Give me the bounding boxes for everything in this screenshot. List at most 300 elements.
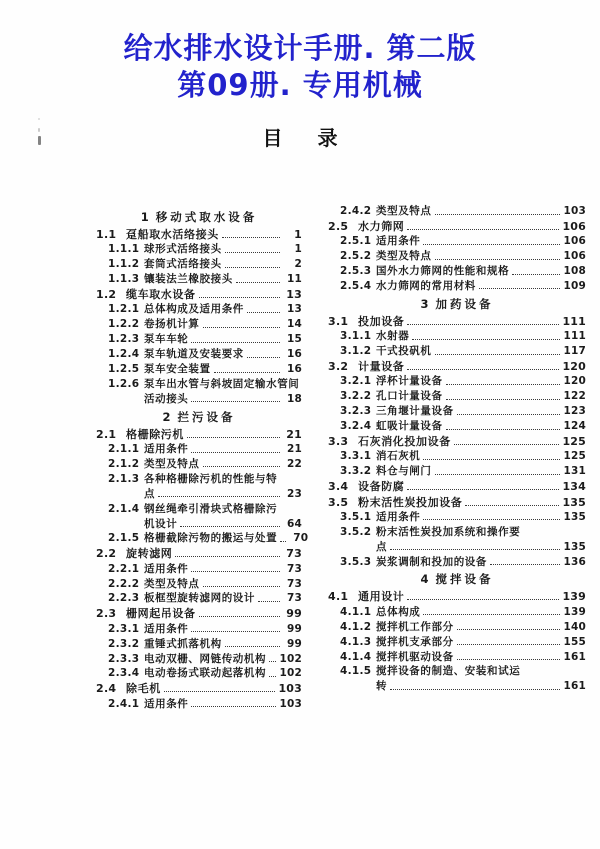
toc-leader-dots (435, 209, 561, 215)
toc-leader-dots (199, 611, 280, 617)
toc-leader-dots (247, 352, 280, 358)
toc-entry[interactable] (108, 459, 302, 470)
toc-entry-page-number: 135 (563, 540, 586, 553)
toc-leader-dots (423, 514, 560, 520)
toc-entry[interactable] (328, 591, 586, 602)
toc-entry-number: 2.1.1 (108, 443, 140, 456)
toc-entry-title: 搅拌机支承部分 (376, 635, 454, 648)
toc-entry-page-number: 18 (286, 392, 302, 405)
toc-entry-number: 3.3.1 (340, 450, 372, 463)
toc-entry-page-number: 15 (286, 333, 302, 346)
toc-part-number: 3 (420, 296, 429, 311)
toc-leader-dots (191, 447, 280, 453)
toc-entry-number: 2.2.3 (108, 592, 140, 605)
toc-entry-page-number: 73 (286, 547, 302, 561)
toc-entry[interactable] (108, 319, 302, 330)
toc-entry-title: 除毛机 (126, 682, 161, 696)
toc-entry-title: 适用条件 (144, 443, 189, 456)
toc-entry-title: 球形式活络接头 (144, 243, 222, 256)
toc-entry[interactable] (340, 466, 586, 477)
toc-entry[interactable] (340, 206, 586, 217)
toc-entry-title: 电动双栅、网链传动机构 (144, 652, 267, 665)
toc-leader-dots (203, 322, 281, 328)
toc-entry-page-number: 111 (562, 314, 586, 328)
toc-entry-title: 重锤式抓落机构 (144, 637, 222, 650)
toc-entry-title: 石灰消化投加设备 (358, 434, 451, 448)
toc-leader-dots (222, 232, 280, 238)
toc-entry[interactable] (328, 221, 586, 232)
toc-leader-dots (423, 609, 560, 615)
toc-entry-number: 1.2.2 (108, 318, 140, 331)
toc-part-number: 1 (140, 210, 149, 224)
toc-entry[interactable] (340, 607, 586, 618)
toc-entry-number: 1.1.1 (108, 243, 140, 256)
toc-entry-title: 适用条件 (144, 622, 189, 635)
toc-entry[interactable] (340, 527, 586, 538)
toc-entry-page-number: 161 (563, 680, 586, 693)
toc-heading: 目 录 (262, 126, 352, 151)
toc-entry-title: 泵车出水管与斜坡固定输水管间 (144, 377, 300, 390)
toc-leader-dots (412, 334, 560, 340)
toc-entry-number: 2.3.3 (108, 652, 140, 665)
toc-entry-title: 设备防腐 (358, 480, 405, 494)
toc-entry-page-number: 99 (286, 637, 302, 650)
toc-entry-continuation[interactable] (108, 489, 302, 500)
toc-entry[interactable] (108, 668, 302, 679)
toc-entry-title: 趸船取水活络接头 (126, 228, 219, 241)
toc-entry[interactable] (96, 229, 302, 240)
toc-entry-title: 活动接头 (144, 392, 189, 405)
toc-entry-number: 2.5 (328, 219, 349, 233)
toc-entry-number: 4.1.1 (340, 605, 372, 618)
toc-entry-title: 转 (376, 680, 388, 693)
toc-leader-dots (390, 544, 560, 550)
toc-entry[interactable] (328, 316, 586, 327)
toc-entry-number: 4.1.2 (340, 620, 372, 633)
toc-entry-title: 类型及特点 (376, 205, 432, 217)
toc-entry-title: 三角堰计量设备 (376, 405, 454, 418)
toc-entry-title: 粉末活性炭投加系统和操作要 (376, 525, 521, 538)
toc-entry[interactable] (96, 429, 302, 440)
toc-leader-dots (269, 656, 276, 662)
toc-entry[interactable] (340, 406, 586, 417)
toc-entry[interactable] (340, 391, 586, 402)
toc-entry-number: 2.4.1 (108, 697, 140, 710)
toc-entry-title: 卷扬机计算 (144, 318, 200, 331)
toc-entry-title: 类型及特点 (376, 250, 432, 263)
toc-entry-number: 3.1.1 (340, 330, 372, 343)
toc-entry-title: 适用条件 (144, 697, 189, 710)
toc-leader-dots (203, 461, 281, 467)
toc-leader-dots (203, 581, 281, 587)
toc-leader-dots (407, 319, 559, 325)
toc-entry-title: 计量设备 (358, 360, 405, 374)
toc-entry-title: 投加设备 (358, 314, 405, 328)
toc-entry[interactable] (340, 251, 586, 262)
toc-leader-dots (446, 424, 561, 430)
toc-entry-page-number: 2 (294, 258, 302, 271)
toc-leader-dots (465, 500, 559, 506)
toc-entry-number: 2.5.3 (340, 265, 372, 278)
toc-leader-dots (191, 337, 280, 343)
toc-entry[interactable] (340, 331, 586, 342)
toc-entry-page-number: 155 (563, 635, 586, 648)
toc-entry-number: 3.2 (328, 360, 349, 374)
scan-artifact-speck (38, 118, 40, 120)
toc-entry[interactable] (328, 436, 586, 447)
toc-entry-continuation[interactable] (340, 681, 586, 692)
toc-entry-page-number: 106 (563, 235, 586, 248)
toc-leader-dots (280, 536, 286, 542)
toc-entry-number: 2.5.1 (340, 235, 372, 248)
scan-artifact-speck (38, 128, 40, 132)
toc-entry-number: 3.2.2 (340, 390, 372, 403)
toc-entry[interactable] (96, 608, 302, 619)
toc-entry-title: 国外水力筛网的性能和规格 (376, 265, 510, 278)
toc-leader-dots (247, 307, 280, 313)
toc-part-number: 2 (162, 409, 171, 424)
toc-entry-page-number: 117 (563, 345, 586, 358)
toc-leader-dots (258, 596, 280, 602)
toc-entry-page-number: 125 (563, 450, 586, 463)
toc-entry-title: 套筒式活络接头 (144, 258, 222, 271)
toc-entry-page-number: 103 (279, 697, 302, 710)
toc-entry-title: 机设计 (144, 517, 178, 530)
toc-leader-dots (457, 624, 561, 630)
toc-entry-page-number: 103 (563, 205, 586, 217)
toc-entry-page-number: 140 (563, 620, 586, 633)
toc-entry-number: 2.3.1 (108, 622, 140, 635)
toc-leader-dots (457, 409, 561, 415)
toc-leader-dots (523, 670, 564, 675)
toc-entry-title: 总体构成及适用条件 (144, 303, 244, 316)
toc-entry-number: 2.1 (96, 427, 117, 441)
toc-entry-page-number: 70 (293, 532, 309, 545)
toc-entry-page-number: 106 (563, 250, 586, 263)
toc-entry-number: 2.2.2 (108, 577, 140, 590)
toc-entry[interactable] (340, 346, 586, 357)
toc-leader-dots (191, 626, 280, 632)
toc-part-title: 拦污设备 (177, 409, 236, 424)
toc-entry[interactable] (340, 652, 586, 663)
toc-entry-number: 1.1.3 (108, 273, 140, 286)
toc-entry-title: 通用设计 (358, 590, 405, 604)
toc-entry-number: 3.2.3 (340, 405, 372, 418)
toc-leader-dots (423, 239, 560, 245)
toc-entry[interactable] (340, 637, 586, 648)
toc-entry[interactable] (108, 699, 302, 710)
toc-entry-number: 3.3 (328, 434, 349, 448)
toc-entry[interactable] (108, 532, 309, 545)
toc-entry[interactable] (108, 593, 302, 604)
toc-entry-number: 3.2.1 (340, 375, 372, 388)
toc-entry[interactable] (108, 504, 302, 515)
toc-entry-page-number: 99 (286, 607, 302, 621)
toc-entry-number: 1.2.4 (108, 348, 140, 361)
toc-entry-number: 2.2.1 (108, 562, 140, 575)
toc-entry[interactable] (108, 304, 302, 315)
toc-part-number: 4 (420, 572, 429, 587)
toc-entry-title: 泵车车轮 (144, 333, 189, 346)
toc-leader-dots (454, 439, 560, 445)
toc-leader-dots (199, 292, 280, 298)
toc-entry-number: 2.5.4 (340, 279, 372, 292)
toc-entry[interactable] (108, 564, 302, 575)
toc-entry[interactable] (108, 474, 302, 485)
toc-entry-page-number: 134 (562, 480, 586, 494)
toc-leader-dots (512, 269, 560, 275)
toc-entry-number: 3.1.2 (340, 345, 372, 358)
toc-entry-number: 1.2 (96, 288, 117, 302)
toc-entry-number: 2.3.2 (108, 637, 140, 650)
toc-entry[interactable] (108, 349, 302, 360)
toc-entry-page-number: 131 (563, 465, 586, 478)
toc-entry-page-number: 1 (294, 228, 302, 241)
toc-entry[interactable] (96, 289, 302, 300)
book-title-line-2: 第09册. 专用机械 (177, 68, 423, 103)
toc-leader-dots (158, 491, 280, 497)
toc-leader-dots (280, 507, 286, 512)
toc-entry[interactable] (108, 639, 302, 650)
toc-entry-page-number: 135 (563, 510, 586, 523)
toc-part-heading (328, 571, 586, 587)
toc-entry-page-number: 99 (286, 622, 302, 635)
toc-leader-dots (446, 379, 561, 385)
toc-entry[interactable] (340, 236, 586, 247)
toc-leader-dots (523, 530, 564, 535)
toc-entry-title: 镶装法兰橡胶接头 (144, 273, 233, 286)
toc-entry[interactable] (340, 421, 586, 432)
toc-entry-title: 泵车安全装置 (144, 363, 211, 376)
toc-entry[interactable] (96, 683, 302, 694)
toc-columns (0, 206, 600, 714)
toc-entry-number: 1.1 (96, 228, 117, 241)
toc-entry[interactable] (108, 334, 302, 345)
toc-entry-page-number: 102 (279, 667, 302, 680)
toc-leader-dots (435, 349, 561, 355)
toc-entry[interactable] (340, 451, 586, 462)
toc-entry-page-number: 109 (563, 279, 586, 292)
toc-leader-dots (191, 396, 280, 402)
toc-entry-title: 格栅除污机 (126, 427, 184, 441)
toc-entry-page-number: 111 (563, 330, 586, 343)
toc-leader-dots (435, 254, 561, 260)
toc-entry-page-number: 123 (563, 405, 586, 418)
toc-leader-dots (187, 432, 280, 438)
toc-entry[interactable] (108, 379, 302, 390)
toc-entry-page-number: 21 (286, 443, 302, 456)
toc-entry-number: 3.1 (328, 314, 349, 328)
toc-entry-title: 炭浆调制和投加的设备 (376, 555, 487, 568)
book-title-line-1: 给水排水设计手册. 第二版 (123, 31, 477, 65)
toc-entry-title: 点 (376, 540, 388, 553)
toc-entry-number: 2.3.4 (108, 667, 140, 680)
toc-entry-title: 适用条件 (376, 235, 421, 248)
toc-entry-page-number: 73 (286, 592, 302, 605)
toc-entry-title: 泵车轨道及安装要求 (144, 348, 244, 361)
toc-entry-title: 点 (144, 487, 156, 500)
toc-entry-number: 4.1.5 (340, 665, 372, 678)
toc-part-heading (96, 209, 302, 225)
toc-entry-number: 2.1.5 (108, 532, 140, 545)
toc-entry-number: 3.5.1 (340, 510, 372, 523)
toc-entry-title: 板框型旋转滤网的设计 (144, 592, 255, 605)
toc-entry-page-number: 22 (286, 457, 302, 470)
toc-entry[interactable] (340, 376, 586, 387)
toc-entry-title: 水力筛网的常用材料 (376, 279, 476, 292)
toc-entry-page-number: 136 (563, 555, 586, 568)
toc-leader-dots (225, 262, 280, 268)
toc-entry-page-number: 64 (286, 517, 302, 530)
toc-entry-number: 2.3 (96, 607, 117, 621)
toc-column-right (318, 206, 586, 714)
toc-entry-title: 钢丝绳牵引滑块式格栅除污 (144, 502, 278, 515)
toc-leader-dots (457, 654, 561, 660)
toc-entry-title: 总体构成 (376, 605, 421, 618)
toc-entry-number: 2.1.2 (108, 457, 140, 470)
toc-part-heading (96, 409, 302, 425)
toc-entry[interactable] (328, 361, 586, 372)
toc-entry-title: 栅网起吊设备 (126, 607, 196, 621)
toc-entry-page-number: 124 (563, 420, 586, 433)
toc-entry[interactable] (340, 266, 586, 277)
toc-entry-page-number: 13 (286, 288, 302, 302)
toc-column-left (18, 206, 309, 714)
toc-leader-dots (175, 551, 280, 557)
toc-leader-dots (280, 477, 286, 482)
toc-entry-page-number: 139 (563, 605, 586, 618)
toc-entry[interactable] (340, 557, 586, 568)
toc-entry-title: 孔口计量设备 (376, 390, 443, 403)
toc-entry-page-number: 1 (294, 243, 302, 256)
toc-leader-dots (236, 277, 280, 283)
toc-entry-continuation[interactable] (108, 519, 302, 530)
toc-leader-dots (164, 686, 276, 692)
toc-entry[interactable] (108, 444, 302, 455)
toc-entry-title: 搅拌设备的制造、安装和试运 (376, 665, 521, 678)
toc-entry-page-number: 108 (563, 265, 586, 278)
toc-entry[interactable] (340, 666, 586, 677)
toc-entry-title: 缆车取水设备 (126, 288, 196, 302)
toc-entry-page-number: 120 (563, 375, 586, 388)
toc-entry-title: 适用条件 (144, 562, 189, 575)
toc-entry-page-number: 23 (286, 487, 302, 500)
toc-entry-page-number: 161 (563, 650, 586, 663)
toc-leader-dots (302, 382, 308, 387)
toc-entry-number: 1.1.2 (108, 258, 140, 271)
toc-leader-dots (191, 566, 280, 572)
toc-entry-page-number: 11 (286, 273, 302, 286)
toc-entry-page-number: 13 (286, 303, 302, 316)
toc-entry[interactable] (108, 654, 302, 665)
toc-entry-page-number: 103 (278, 682, 302, 696)
toc-leader-dots (180, 521, 280, 527)
toc-entry-number: 1.2.3 (108, 333, 140, 346)
toc-entry-title: 水射器 (376, 330, 410, 343)
toc-entry-title: 水力筛网 (358, 219, 405, 233)
scan-artifact-speck (38, 136, 41, 145)
toc-leader-dots (479, 283, 561, 289)
toc-entry-page-number: 135 (562, 495, 586, 509)
toc-entry-page-number: 102 (279, 652, 302, 665)
toc-entry[interactable] (108, 244, 302, 255)
toc-entry-number: 2.5.2 (340, 250, 372, 263)
toc-leader-dots (225, 247, 280, 253)
toc-leader-dots (407, 224, 559, 230)
toc-entry[interactable] (340, 622, 586, 633)
toc-leader-dots (214, 367, 280, 373)
toc-entry[interactable] (108, 624, 302, 635)
toc-entry-page-number: 16 (286, 363, 302, 376)
toc-entry-page-number: 106 (562, 219, 586, 233)
toc-entry[interactable] (108, 274, 302, 285)
toc-entry-number: 4.1.3 (340, 635, 372, 648)
toc-entry-title: 虹吸计量设备 (376, 420, 443, 433)
toc-entry-continuation[interactable] (340, 542, 586, 553)
toc-entry-number: 3.5.2 (340, 525, 372, 538)
toc-entry-title: 搅拌机驱动设备 (376, 650, 454, 663)
toc-entry[interactable] (340, 281, 586, 292)
toc-entry-page-number: 14 (286, 318, 302, 331)
toc-entry-title: 类型及特点 (144, 457, 200, 470)
toc-entry-title: 各种格栅除污机的性能与特 (144, 472, 278, 485)
toc-part-heading (328, 296, 586, 312)
toc-entry-number: 3.3.2 (340, 465, 372, 478)
toc-leader-dots (407, 594, 559, 600)
toc-entry[interactable] (328, 481, 586, 492)
toc-leader-dots (457, 639, 561, 645)
toc-entry-page-number: 120 (562, 360, 586, 374)
toc-entry[interactable] (108, 579, 302, 590)
toc-entry[interactable] (328, 497, 586, 508)
toc-entry-number: 4.1 (328, 590, 349, 604)
toc-leader-dots (225, 641, 280, 647)
toc-entry-page-number: 73 (286, 562, 302, 575)
toc-entry-number: 1.2.5 (108, 363, 140, 376)
toc-entry-page-number: 21 (286, 427, 302, 441)
book-title (0, 0, 600, 104)
toc-leader-dots (269, 671, 276, 677)
toc-leader-dots (490, 559, 560, 565)
toc-entry-page-number: 122 (563, 390, 586, 403)
toc-entry-title: 粉末活性炭投加设备 (358, 495, 463, 509)
toc-entry[interactable] (340, 512, 586, 523)
toc-entry-number: 3.2.4 (340, 420, 372, 433)
toc-entry-title: 料仓与闸门 (376, 465, 432, 478)
toc-entry-number: 2.2 (96, 547, 117, 561)
toc-entry-number: 2.4.2 (340, 205, 372, 217)
toc-entry-title: 浮杯计量设备 (376, 375, 443, 388)
toc-entry-number: 1.2.6 (108, 377, 140, 390)
toc-entry-title: 格栅截除污物的搬运与处置 (144, 532, 278, 545)
toc-entry[interactable] (108, 259, 302, 270)
toc-entry-title: 旋转滤网 (126, 547, 173, 561)
toc-entry[interactable] (96, 548, 302, 559)
toc-entry-continuation[interactable] (108, 394, 302, 405)
toc-part-title: 搅拌设备 (435, 572, 494, 587)
toc-entry-number: 2.1.3 (108, 472, 140, 485)
toc-entry-title: 干式投矾机 (376, 345, 432, 358)
toc-entry-page-number: 139 (562, 590, 586, 604)
toc-entry-number: 1.2.1 (108, 303, 140, 316)
toc-part-title: 加药设备 (435, 296, 494, 311)
toc-part-title: 移动式取水设备 (155, 210, 258, 224)
toc-entry[interactable] (108, 364, 302, 375)
toc-leader-dots (435, 469, 561, 475)
toc-leader-dots (423, 454, 560, 460)
toc-entry-page-number: 73 (286, 577, 302, 590)
toc-entry-page-number: 16 (286, 348, 302, 361)
